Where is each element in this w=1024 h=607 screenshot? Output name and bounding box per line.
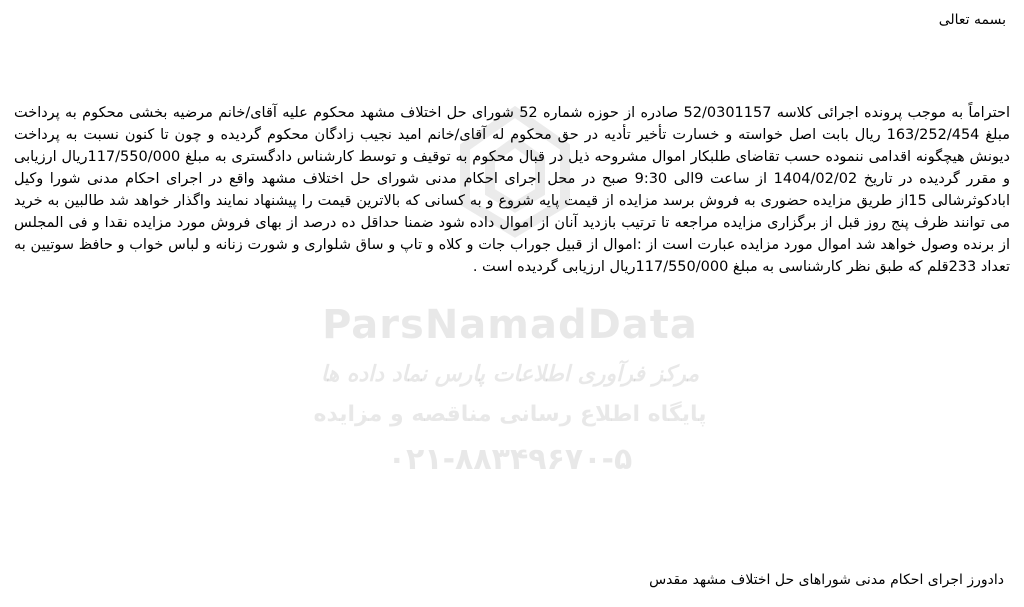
watermark-brand: ParsNamadData: [322, 302, 698, 348]
signature-line: دادورز اجرای احکام مدنی شوراهای حل اختلاف مشهد مقدس: [649, 572, 1004, 588]
watermark-phone: ۰۲۱-۸۸۳۴۹۶۷۰-۵: [387, 442, 633, 477]
watermark: [260, 292, 760, 482]
watermark-line-2: پایگاه اطلاع رسانی مناقصه و مزایده: [313, 402, 707, 427]
document-heading: بسمه تعالی: [938, 12, 1006, 28]
notice-body: احتراماً به موجب پرونده اجرائی کلاسه 52/0301157 صادره از حوزه شماره 52 شورای حل اختلاف مشهد محکوم علیه آقای/خانم مرضیه بخشی محکوم به پرداخت مبلغ 163/252/454 ریال بابت اصل خواسته و خسارت تأخیر تأدیه در حق محکوم له آقای/خانم امید نجیب زادگان محکوم گردیده و چون تا کنون نسبت به پرداخت دیونش هیچگونه اقدامی ننموده حسب تقاضای طلبکار اموال مشروحه ذیل در قبال محکوم به توقیف و توسط کارشناس دادگستری به مبلغ 117/550/000ریال ارزیابی و مقرر گردیده در تاریخ 1404/02/02 از ساعت 9الی 9:30 صبح در محل اجرای احکام مدنی شورای حل اختلاف مشهد واقع در اجرای احکام مدنی شورا وکیل ابادکوثرشالی 15از طریق مزایده حضوری به فروش برسد مزایده از قیمت پایه شروع و به کسانی که بالاترین قیمت را پیشنهاد نمایند واگذار خواهد شد طالبین به خرید می توانند ظرف پنج روز قبل از برگزاری مزایده مراجعه تا ترتیب بازدید آنان از اموال داده شود ضمنا حداقل ده درصد از بهای فروش مورد مزایده نقدا و فی المجلس از برنده وصول خواهد شد اموال مورد مزایده عبارت است از :اموال از قبیل جوراب جات و کلاه و تاپ و ساق شلواری و شورت زنانه و لباس خواب و حافظ سوتیین به تعداد 233قلم که طبق نظر کارشناسی به مبلغ 117/550/000ریال ارزیابی گردیده است .: [14, 105, 1010, 275]
watermark-line-1: مرکز فرآوری اطلاعات پارس نماد داده ها: [320, 362, 700, 387]
